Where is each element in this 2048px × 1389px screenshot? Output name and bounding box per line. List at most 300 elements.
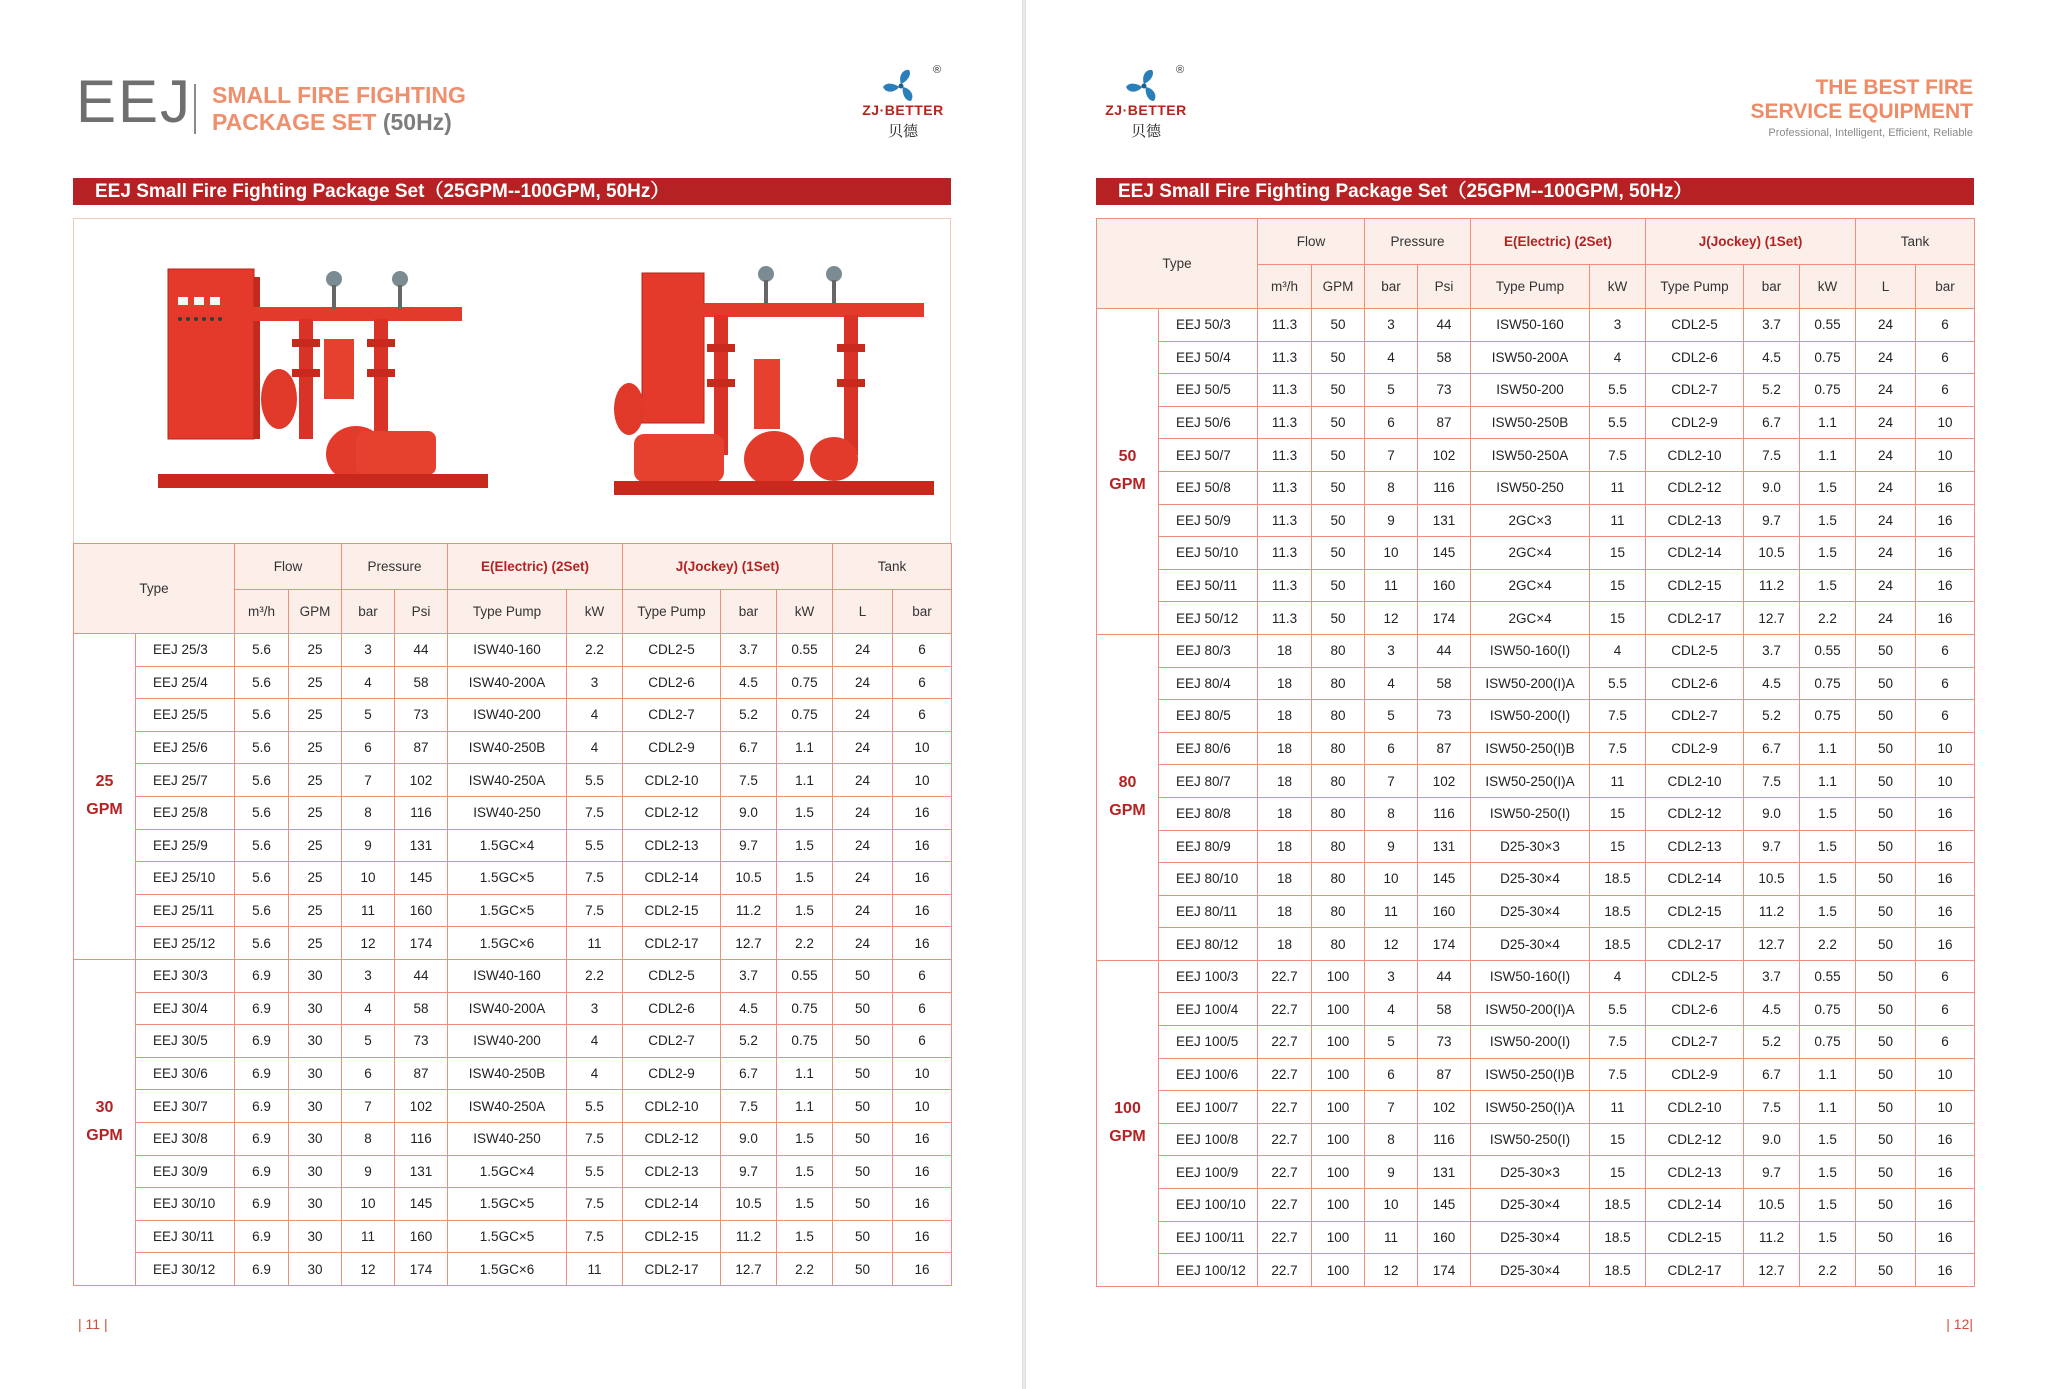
table-cell: 50 xyxy=(1856,667,1916,700)
electric-header: E(Electric) (2Set) xyxy=(1471,219,1646,265)
table-cell: 44 xyxy=(1418,634,1471,667)
table-row xyxy=(1097,895,1975,928)
table-cell: 24 xyxy=(833,927,893,960)
table-cell: CDL2-12 xyxy=(623,1122,721,1155)
table-row xyxy=(1097,960,1975,993)
model-cell: EEJ 100/12 xyxy=(1159,1254,1258,1287)
electric-header: E(Electric) (2Set) xyxy=(448,544,623,590)
table-row xyxy=(1097,1254,1975,1287)
table-cell: 10 xyxy=(1916,439,1975,472)
subheader-j-type-pump: Type Pump xyxy=(623,590,721,634)
table-cell: CDL2-13 xyxy=(623,829,721,862)
table-cell: 1.5 xyxy=(1800,863,1856,896)
table-cell: 7 xyxy=(1365,765,1418,798)
table-cell: 12 xyxy=(342,927,395,960)
table-row xyxy=(1097,341,1975,374)
table-cell: 9.0 xyxy=(1744,797,1800,830)
table-cell: 11.3 xyxy=(1258,341,1312,374)
table-cell: 5.6 xyxy=(235,894,289,927)
table-cell: 12 xyxy=(1365,602,1418,635)
table-cell: CDL2-9 xyxy=(1646,1058,1744,1091)
table-cell: 100 xyxy=(1312,1058,1365,1091)
table-cell: 6.9 xyxy=(235,1057,289,1090)
table-cell: 10 xyxy=(342,1188,395,1221)
table-cell: 18.5 xyxy=(1590,928,1646,961)
table-cell: CDL2-17 xyxy=(1646,602,1744,635)
table-cell: 50 xyxy=(833,1155,893,1188)
table-cell: 11.2 xyxy=(1744,569,1800,602)
page-number-value: 12 xyxy=(1953,1316,1970,1332)
table-cell: 6.9 xyxy=(235,1253,289,1286)
table-cell: 145 xyxy=(395,1188,448,1221)
table-cell: 174 xyxy=(1418,1254,1471,1287)
table-row xyxy=(1097,1189,1975,1222)
table-cell: 131 xyxy=(395,1155,448,1188)
table-row xyxy=(1097,993,1975,1026)
table-cell: 25 xyxy=(289,731,342,764)
table-cell: 11.3 xyxy=(1258,471,1312,504)
table-cell: 10 xyxy=(1916,765,1975,798)
table-cell: 30 xyxy=(289,959,342,992)
table-row xyxy=(1097,471,1975,504)
table-cell: 9.7 xyxy=(1744,830,1800,863)
table-cell: 6.9 xyxy=(235,1155,289,1188)
table-cell: 7 xyxy=(342,1090,395,1123)
model-cell: EEJ 100/4 xyxy=(1159,993,1258,1026)
table-cell: 50 xyxy=(1312,309,1365,342)
table-cell: ISW50-250(I)B xyxy=(1471,732,1590,765)
table-cell: 15 xyxy=(1590,537,1646,570)
table-cell: 4 xyxy=(1590,960,1646,993)
table-cell: 160 xyxy=(395,894,448,927)
table-cell: 1.5 xyxy=(777,894,833,927)
table-cell: 3 xyxy=(1365,960,1418,993)
table-cell: 3.7 xyxy=(1744,960,1800,993)
table-cell: 50 xyxy=(1312,374,1365,407)
table-cell: 22.7 xyxy=(1258,1091,1312,1124)
table-cell: ISW50-200(I) xyxy=(1471,700,1590,733)
table-cell: 50 xyxy=(1856,1156,1916,1189)
table-row xyxy=(1097,765,1975,798)
table-cell: 50 xyxy=(1856,1058,1916,1091)
subheader-tank-l: L xyxy=(1856,265,1916,309)
table-header xyxy=(74,544,952,634)
table-cell: 22.7 xyxy=(1258,1221,1312,1254)
table-cell: 6.9 xyxy=(235,1188,289,1221)
table-cell: 6 xyxy=(1916,960,1975,993)
table-cell: 30 xyxy=(289,1220,342,1253)
table-cell: 80 xyxy=(1312,667,1365,700)
table-cell: 1.5 xyxy=(777,1220,833,1253)
table-cell: 0.75 xyxy=(777,699,833,732)
table-cell: 11 xyxy=(1365,569,1418,602)
table-cell: 18 xyxy=(1258,797,1312,830)
table-cell: CDL2-10 xyxy=(623,764,721,797)
model-cell: EEJ 50/7 xyxy=(1159,439,1258,472)
table-cell: 1.5GC×4 xyxy=(448,1155,567,1188)
table-cell: 2GC×4 xyxy=(1471,602,1590,635)
table-cell: 0.55 xyxy=(1800,960,1856,993)
table-cell: ISW40-200 xyxy=(448,699,567,732)
table-cell: CDL2-14 xyxy=(623,862,721,895)
table-cell: 11.3 xyxy=(1258,504,1312,537)
table-cell: 160 xyxy=(1418,1221,1471,1254)
model-cell: EEJ 100/3 xyxy=(1159,960,1258,993)
table-cell: 16 xyxy=(1916,569,1975,602)
table-cell: CDL2-17 xyxy=(1646,1254,1744,1287)
table-cell: 11.2 xyxy=(1744,895,1800,928)
table-cell: 16 xyxy=(1916,1156,1975,1189)
model-cell: EEJ 30/3 xyxy=(136,959,235,992)
model-cell: EEJ 50/10 xyxy=(1159,537,1258,570)
table-cell: 9 xyxy=(1365,830,1418,863)
model-cell: EEJ 80/7 xyxy=(1159,765,1258,798)
table-cell: 116 xyxy=(1418,1123,1471,1156)
table-cell: 16 xyxy=(893,894,952,927)
table-cell: 24 xyxy=(833,829,893,862)
table-cell: 22.7 xyxy=(1258,1156,1312,1189)
model-cell: EEJ 25/8 xyxy=(136,796,235,829)
table-cell: 3 xyxy=(342,959,395,992)
table-row xyxy=(74,1188,952,1221)
table-cell: 5.6 xyxy=(235,829,289,862)
model-cell: EEJ 50/6 xyxy=(1159,406,1258,439)
table-cell: 25 xyxy=(289,829,342,862)
table-cell: 9 xyxy=(342,1155,395,1188)
table-cell: 10 xyxy=(342,862,395,895)
table-cell: 1.1 xyxy=(777,731,833,764)
table-cell: 5.5 xyxy=(567,764,623,797)
table-cell: CDL2-13 xyxy=(623,1155,721,1188)
table-cell: 16 xyxy=(893,1220,952,1253)
table-cell: 2GC×4 xyxy=(1471,537,1590,570)
table-cell: 5 xyxy=(1365,374,1418,407)
table-cell: 12.7 xyxy=(1744,1254,1800,1287)
table-cell: 30 xyxy=(289,1025,342,1058)
series-code: EEJ xyxy=(76,68,193,135)
table-cell: ISW40-250B xyxy=(448,731,567,764)
slogan-subtitle: Professional, Intelligent, Efficient, Reliable xyxy=(1768,127,1973,139)
table-cell: 9.0 xyxy=(721,1122,777,1155)
table-cell: 11 xyxy=(1590,765,1646,798)
table-cell: 6 xyxy=(342,731,395,764)
table-cell: 9.7 xyxy=(721,1155,777,1188)
model-cell: EEJ 50/5 xyxy=(1159,374,1258,407)
model-cell: EEJ 30/6 xyxy=(136,1057,235,1090)
page-number-value: 11 xyxy=(85,1316,101,1332)
table-cell: 11.3 xyxy=(1258,374,1312,407)
table-cell: 16 xyxy=(893,927,952,960)
table-cell: ISW50-200(I)A xyxy=(1471,667,1590,700)
table-cell: 22.7 xyxy=(1258,993,1312,1026)
model-cell: EEJ 30/10 xyxy=(136,1188,235,1221)
pump-set-image-2 xyxy=(614,266,934,495)
table-cell: CDL2-5 xyxy=(1646,309,1744,342)
table-cell: 1.5GC×4 xyxy=(448,829,567,862)
table-cell: ISW40-160 xyxy=(448,959,567,992)
table-cell: 2.2 xyxy=(777,1253,833,1286)
table-cell: 5.6 xyxy=(235,796,289,829)
table-cell: 4 xyxy=(1365,993,1418,1026)
table-cell: 16 xyxy=(1916,537,1975,570)
model-cell: EEJ 80/8 xyxy=(1159,797,1258,830)
table-cell: 16 xyxy=(1916,863,1975,896)
table-cell: 50 xyxy=(1312,406,1365,439)
model-cell: EEJ 25/3 xyxy=(136,634,235,667)
group-flow-unit: GPM xyxy=(86,801,123,819)
table-cell: 24 xyxy=(1856,471,1916,504)
table-cell: 5.5 xyxy=(1590,374,1646,407)
model-cell: EEJ 50/11 xyxy=(1159,569,1258,602)
table-cell: 1.1 xyxy=(777,1090,833,1123)
group-flow-value: 80 xyxy=(1118,774,1137,792)
table-cell: 16 xyxy=(1916,1254,1975,1287)
model-cell: EEJ 80/4 xyxy=(1159,667,1258,700)
table-cell: 102 xyxy=(1418,1091,1471,1124)
table-cell: 1.1 xyxy=(1800,406,1856,439)
table-cell: 10 xyxy=(1916,1058,1975,1091)
group-flow-value: 100 xyxy=(1114,1100,1141,1118)
table-cell: 1.5 xyxy=(1800,569,1856,602)
table-cell: 73 xyxy=(395,699,448,732)
table-row xyxy=(1097,569,1975,602)
table-cell: CDL2-15 xyxy=(623,1220,721,1253)
model-cell: EEJ 100/5 xyxy=(1159,1026,1258,1059)
table-cell: CDL2-17 xyxy=(1646,928,1744,961)
table-cell: 7.5 xyxy=(1590,700,1646,733)
table-row xyxy=(74,1057,952,1090)
logo-name: ZJ·BETTER xyxy=(1105,102,1187,118)
table-cell: CDL2-5 xyxy=(1646,960,1744,993)
group-label xyxy=(1097,634,1159,960)
table-cell: 16 xyxy=(1916,830,1975,863)
table-cell: 24 xyxy=(1856,309,1916,342)
table-cell: 1.5 xyxy=(777,1155,833,1188)
table-cell: 7.5 xyxy=(1590,732,1646,765)
table-cell: 11.2 xyxy=(1744,1221,1800,1254)
table-row xyxy=(74,959,952,992)
table-cell: ISW50-250(I)A xyxy=(1471,1091,1590,1124)
table-cell: 25 xyxy=(289,699,342,732)
table-cell: 5.2 xyxy=(721,1025,777,1058)
table-cell: 5.6 xyxy=(235,862,289,895)
table-cell: 6 xyxy=(893,699,952,732)
table-cell: 0.55 xyxy=(777,634,833,667)
table-cell: 30 xyxy=(289,1090,342,1123)
table-cell: 0.55 xyxy=(1800,634,1856,667)
table-cell: 10.5 xyxy=(721,862,777,895)
table-cell: 1.5GC×6 xyxy=(448,1253,567,1286)
table-cell: 1.1 xyxy=(1800,439,1856,472)
table-cell: 50 xyxy=(1856,765,1916,798)
page-title-hz: (50Hz) xyxy=(382,109,452,135)
table-cell: CDL2-6 xyxy=(1646,993,1744,1026)
table-cell: 7 xyxy=(1365,1091,1418,1124)
table-cell: 0.75 xyxy=(1800,1026,1856,1059)
table-cell: 22.7 xyxy=(1258,1189,1312,1222)
table-cell: 10 xyxy=(893,1090,952,1123)
table-cell: 15 xyxy=(1590,830,1646,863)
table-cell: 18 xyxy=(1258,765,1312,798)
table-cell: CDL2-6 xyxy=(623,992,721,1025)
table-cell: 9.0 xyxy=(1744,1123,1800,1156)
table-cell: CDL2-10 xyxy=(1646,1091,1744,1124)
table-row xyxy=(1097,439,1975,472)
model-cell: EEJ 25/9 xyxy=(136,829,235,862)
title-divider xyxy=(194,84,196,134)
table-cell: 50 xyxy=(1856,1091,1916,1124)
table-cell: 30 xyxy=(289,1057,342,1090)
table-cell: 18 xyxy=(1258,732,1312,765)
table-cell: 6 xyxy=(1916,341,1975,374)
table-cell: 6.9 xyxy=(235,959,289,992)
model-cell: EEJ 25/6 xyxy=(136,731,235,764)
table-cell: ISW50-160(I) xyxy=(1471,634,1590,667)
subheader-flow-m3h: m³/h xyxy=(1258,265,1312,309)
subheader-e-kw: kW xyxy=(1590,265,1646,309)
table-cell: ISW50-200 xyxy=(1471,374,1590,407)
table-cell: 50 xyxy=(833,1025,893,1058)
table-cell: 1.5 xyxy=(777,829,833,862)
table-cell: 2.2 xyxy=(1800,602,1856,635)
table-cell: 50 xyxy=(1856,993,1916,1026)
subheader-pressure-bar: bar xyxy=(1365,265,1418,309)
table-cell: 5.2 xyxy=(1744,374,1800,407)
table-row xyxy=(74,992,952,1025)
page-title-line1: SMALL FIRE FIGHTING xyxy=(212,82,466,108)
table-cell: 10 xyxy=(893,764,952,797)
table-cell: 15 xyxy=(1590,797,1646,830)
table-cell: 3 xyxy=(1365,634,1418,667)
table-cell: 8 xyxy=(1365,471,1418,504)
table-cell: 87 xyxy=(395,1057,448,1090)
table-cell: CDL2-9 xyxy=(1646,732,1744,765)
table-cell: 5.6 xyxy=(235,699,289,732)
model-cell: EEJ 100/9 xyxy=(1159,1156,1258,1189)
table-cell: 50 xyxy=(833,992,893,1025)
table-cell: 50 xyxy=(1312,439,1365,472)
page-number: | 12| xyxy=(1946,1316,1973,1332)
table-cell: 24 xyxy=(833,634,893,667)
table-cell: CDL2-9 xyxy=(623,1057,721,1090)
header-row-1 xyxy=(1097,219,1975,265)
model-cell: EEJ 80/10 xyxy=(1159,863,1258,896)
table-cell: ISW40-250 xyxy=(448,796,567,829)
table-cell: 6.9 xyxy=(235,1220,289,1253)
table-cell: 15 xyxy=(1590,569,1646,602)
table-cell: 24 xyxy=(1856,569,1916,602)
table-cell: 1.5 xyxy=(1800,1221,1856,1254)
table-cell: CDL2-7 xyxy=(1646,374,1744,407)
page-title-line2: PACKAGE SET xyxy=(212,109,377,135)
table-cell: 3 xyxy=(567,992,623,1025)
table-cell: 30 xyxy=(289,1155,342,1188)
table-cell: 6.7 xyxy=(1744,1058,1800,1091)
table-cell: 8 xyxy=(342,796,395,829)
table-cell: 18.5 xyxy=(1590,1189,1646,1222)
table-cell: ISW50-160 xyxy=(1471,309,1590,342)
fan-logo-icon xyxy=(1124,66,1164,106)
table-cell: 5.6 xyxy=(235,927,289,960)
table-row xyxy=(1097,732,1975,765)
table-cell: 24 xyxy=(833,699,893,732)
table-row xyxy=(1097,1221,1975,1254)
table-cell: 4 xyxy=(1590,341,1646,374)
table-cell: 3 xyxy=(1590,309,1646,342)
table-row xyxy=(1097,537,1975,570)
table-cell: 12.7 xyxy=(1744,602,1800,635)
table-cell: 58 xyxy=(1418,993,1471,1026)
table-row xyxy=(74,829,952,862)
table-header xyxy=(1097,219,1975,309)
header-row-1 xyxy=(74,544,952,590)
table-cell: 16 xyxy=(893,1155,952,1188)
table-cell: 160 xyxy=(1418,895,1471,928)
table-cell: 11.2 xyxy=(721,894,777,927)
table-cell: 11.3 xyxy=(1258,569,1312,602)
table-cell: 50 xyxy=(833,1057,893,1090)
registered-mark: ® xyxy=(1176,64,1185,76)
table-cell: 7.5 xyxy=(567,796,623,829)
table-cell: CDL2-5 xyxy=(623,634,721,667)
subheader-tank-bar: bar xyxy=(893,590,952,634)
table-cell: 11 xyxy=(1365,1221,1418,1254)
tank-header: Tank xyxy=(833,544,952,590)
table-cell: 4 xyxy=(1365,667,1418,700)
spec-table-right xyxy=(1096,218,1975,1287)
table-cell: 50 xyxy=(1312,471,1365,504)
table-cell: CDL2-15 xyxy=(1646,569,1744,602)
table-cell: 7.5 xyxy=(567,1188,623,1221)
table-cell: 7.5 xyxy=(1590,1026,1646,1059)
table-cell: 5.5 xyxy=(1590,993,1646,1026)
table-cell: 18 xyxy=(1258,895,1312,928)
table-cell: 3.7 xyxy=(721,634,777,667)
subheader-pressure-bar: bar xyxy=(342,590,395,634)
table-row xyxy=(1097,1026,1975,1059)
table-cell: CDL2-10 xyxy=(623,1090,721,1123)
table-cell: 15 xyxy=(1590,1123,1646,1156)
group-flow-unit: GPM xyxy=(1109,802,1146,820)
model-cell: EEJ 50/12 xyxy=(1159,602,1258,635)
table-cell: 1.5 xyxy=(777,796,833,829)
table-cell: 11 xyxy=(342,894,395,927)
table-cell: CDL2-12 xyxy=(1646,1123,1744,1156)
model-cell: EEJ 100/6 xyxy=(1159,1058,1258,1091)
table-row xyxy=(74,1220,952,1253)
table-cell: 80 xyxy=(1312,765,1365,798)
table-cell: 4 xyxy=(567,731,623,764)
table-cell: 9.0 xyxy=(1744,471,1800,504)
table-body xyxy=(1097,309,1975,1287)
table-cell: 11.3 xyxy=(1258,439,1312,472)
model-cell: EEJ 30/11 xyxy=(136,1220,235,1253)
table-cell: 10.5 xyxy=(721,1188,777,1221)
table-cell: 6 xyxy=(1916,700,1975,733)
table-cell: CDL2-9 xyxy=(1646,406,1744,439)
table-cell: 5.5 xyxy=(567,829,623,862)
table-cell: 7.5 xyxy=(567,862,623,895)
table-cell: 9.7 xyxy=(1744,504,1800,537)
table-cell: 6 xyxy=(893,959,952,992)
table-cell: 16 xyxy=(1916,1221,1975,1254)
table-cell: 145 xyxy=(1418,1189,1471,1222)
table-cell: 11 xyxy=(1590,504,1646,537)
table-row xyxy=(1097,634,1975,667)
table-cell: 5.6 xyxy=(235,634,289,667)
table-cell: 30 xyxy=(289,1253,342,1286)
table-cell: CDL2-13 xyxy=(1646,1156,1744,1189)
